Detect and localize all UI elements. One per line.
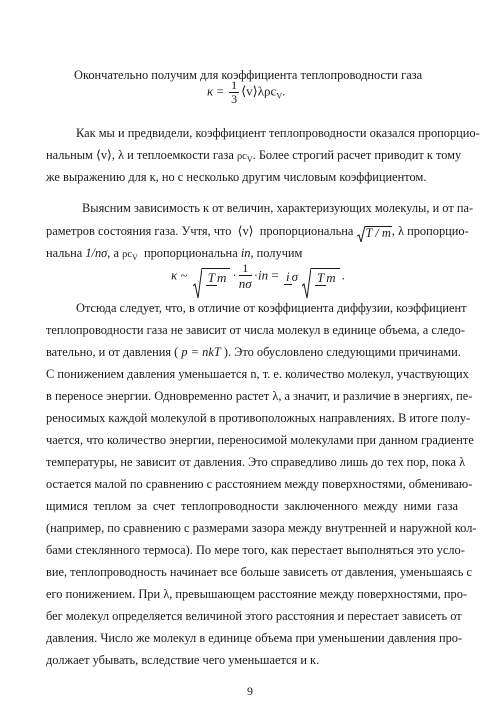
math-rho-cv <box>237 151 253 162</box>
radical-icon <box>193 268 202 298</box>
fraction-denominator: m <box>326 270 336 286</box>
math-t-over-m: T / m <box>365 226 391 240</box>
fraction-numerator: T <box>207 270 216 286</box>
text-line: реносимых каждой молекулой в противоположных направлениях. В итоге полу- <box>46 411 471 425</box>
text-line: же выражению для к, но с несколько другим числовым коэффициентом. <box>46 170 427 184</box>
formula-kappa-proportional <box>171 262 345 291</box>
text-fragment: нальным <box>46 148 93 162</box>
fraction-t-m <box>315 270 336 285</box>
fraction-denominator: σ <box>291 269 299 284</box>
text-line: щимися теплом за счет теплопроводности заключенного между ними газа <box>46 499 458 513</box>
fraction-numerator: T <box>317 270 325 286</box>
page-number: 9 <box>247 684 253 698</box>
fraction-i-sigma <box>284 269 298 284</box>
sqrt-t-over-m <box>193 268 231 286</box>
fraction-denominator: m <box>217 270 227 286</box>
math-v-avg: ⟨v⟩ <box>95 148 112 162</box>
text-line: вие, теплопроводность начинает все больше зависеть от давления, уменьшаясь с <box>46 565 473 579</box>
math-eq: = <box>271 267 279 283</box>
math-dot: · <box>232 267 237 283</box>
text-line: бег молекул определяется величиной этого расстояния и перестает зависеть от <box>46 609 462 623</box>
math-one-over-nsigma: 1/nσ <box>85 246 108 260</box>
text-fragment: , а <box>107 246 119 260</box>
math-sim: ~ <box>180 267 188 283</box>
text-line: Окончательно получим для коэффициента теплопроводности газа <box>74 68 423 82</box>
math-v-avg: ⟨v⟩ <box>241 83 258 99</box>
text-fragment: вательно, и от давления ( <box>46 345 179 359</box>
math-sub-v: V <box>276 91 283 101</box>
math-sub-v: V <box>132 253 138 262</box>
radical-icon <box>302 268 311 298</box>
sqrt-t-over-m <box>357 226 392 241</box>
text-line: должает убывать, вследствие чего уменьшается и к. <box>46 653 320 667</box>
math-in: in <box>240 246 251 260</box>
fraction-numerator: 1 <box>231 78 238 92</box>
fraction-numerator: 1 <box>239 262 252 276</box>
fraction-t-m <box>206 270 227 285</box>
math-kappa: κ <box>207 83 214 99</box>
text-line: остается малой по сравнению с расстоянием между поверхностями, обмениваю- <box>46 477 473 491</box>
text-line: Выясним зависимость к от величин, характеризующих молекулы, и от па- <box>82 201 474 215</box>
text-fragment: ). Это обусловлено следующими причинами. <box>223 345 461 359</box>
text-line: бами стеклянного термоса). По мере того, как перестает выполняться это усло- <box>46 543 465 557</box>
math-rho-c: ρc <box>236 151 247 162</box>
text-line: Отсюда следует, что, в отличие от коэффициента диффузии, коэффициент <box>76 301 467 315</box>
sqrt-t-over-m <box>302 268 340 286</box>
math-v-avg: ⟨v⟩ <box>237 224 254 238</box>
text-fragment: . Более строгий расчет приводит к тому <box>252 148 462 162</box>
text-fragment: нальна <box>46 246 83 260</box>
math-dot: · <box>253 267 259 283</box>
fraction-denominator: nσ <box>238 276 252 291</box>
text-fragment: , получим <box>250 246 303 260</box>
text-line: в переносе энергии. Одновременно растет λ, а значит, и различие в энергиях, пе- <box>46 389 473 403</box>
math-period: . <box>341 267 345 283</box>
fraction-denominator: 3 <box>231 92 238 106</box>
math-sub-v: V <box>246 155 253 164</box>
text-fragment: пропорциональна <box>259 224 354 238</box>
text-fragment: , λ и теплоемкости газа <box>111 148 234 162</box>
math-period: . <box>282 83 286 99</box>
radical-icon <box>357 226 365 242</box>
fraction-one-third <box>229 79 239 106</box>
math-eq: = <box>216 83 224 99</box>
text-line <box>46 224 469 241</box>
text-line: температуры, не зависит от давления. Это справедливо лишь до тех пор, пока λ <box>46 455 466 469</box>
text-line: (например, по сравнению с размерами зазора между внутренней и наружной кол- <box>46 521 477 535</box>
math-kappa: κ <box>171 267 178 283</box>
math-p-nkt: p = nkT <box>181 345 221 359</box>
text-line: давления. Число же молекул в единице объема при уменьшении давления про- <box>46 631 463 645</box>
text-line: чается, что количество энергии, переносимой молекулами при данном градиенте <box>46 433 474 447</box>
formula-kappa <box>207 79 285 106</box>
text-fragment: пропорциональна <box>143 246 238 260</box>
text-line: Как мы и предвидели, коэффициент теплопроводности оказался пропорцио- <box>76 126 480 140</box>
text-line: С понижением давления уменьшается n, т. е. количество молекул, участвующих <box>46 367 469 381</box>
math-rho-cv <box>122 249 138 260</box>
text-line <box>46 148 462 167</box>
fraction-numerator: i <box>286 269 290 284</box>
math-rho-c: ρc <box>122 249 132 260</box>
math-lambda-rho-c: λρc <box>257 83 277 99</box>
text-line <box>46 345 461 360</box>
text-line: его понижением. При λ, превышающем расстояние между поверхностями, про- <box>46 587 468 601</box>
text-fragment: раметров состояния газа. Учтя, что <box>46 224 232 238</box>
math-in: in <box>258 267 269 283</box>
text-line: теплопроводности газа не зависит от числа молекул в единице объема, а следо- <box>46 323 465 337</box>
fraction-one-nsigma <box>239 262 252 291</box>
text-fragment: , λ пропорцио- <box>391 224 469 238</box>
